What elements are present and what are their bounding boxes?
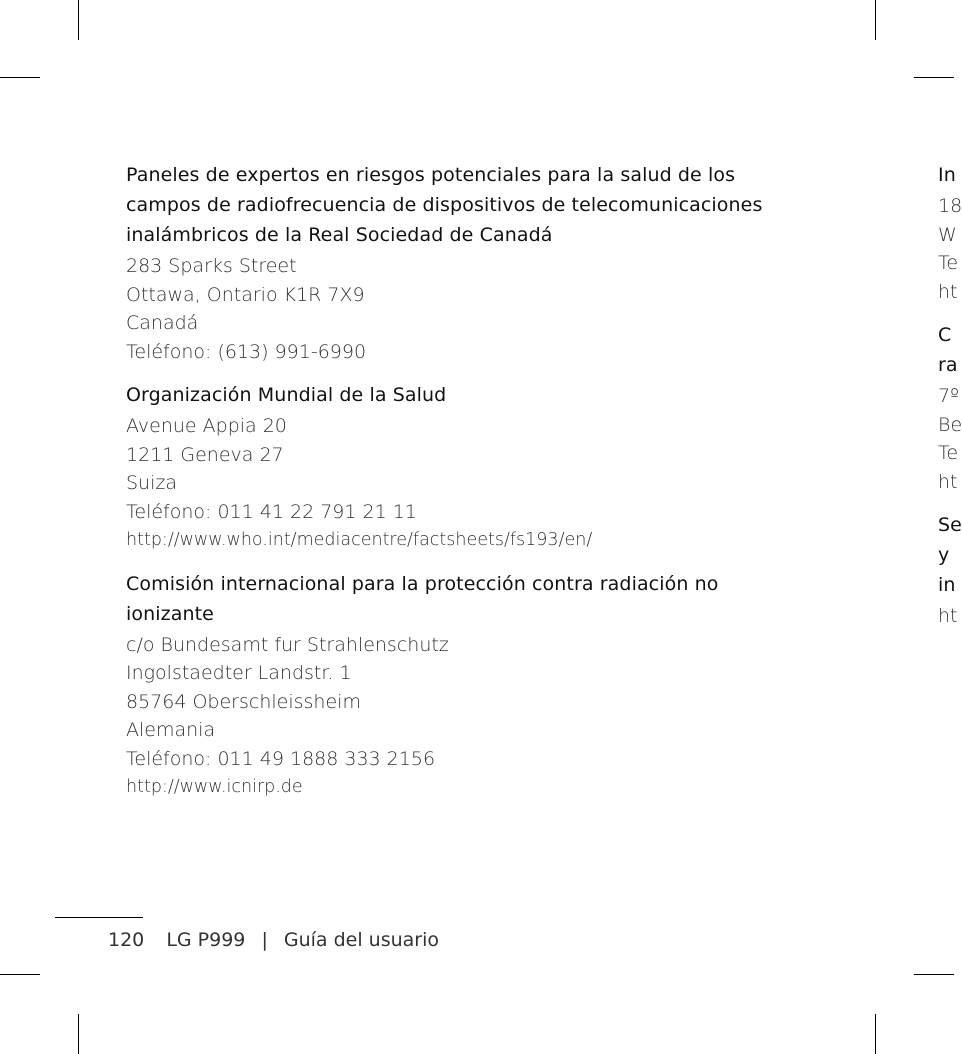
heading-line: C	[938, 324, 952, 346]
entry-heading	[938, 320, 958, 380]
address-line: 1211 Geneva 27	[126, 443, 284, 466]
page-footer	[108, 926, 439, 954]
entry-heading	[938, 510, 962, 600]
crop-mark-top-left	[78, 0, 79, 40]
entry-clipped-2	[938, 320, 962, 496]
url-link[interactable]: ht	[938, 280, 958, 303]
crop-mark-bottom-left	[78, 1014, 79, 1054]
heading-line: ionizante	[126, 602, 214, 625]
phone-line: Teléfono: (613) 991-6990	[126, 340, 367, 363]
heading-line: Comisión internacional para la protección contra radiación no	[126, 572, 719, 595]
url-link[interactable]: http://www.who.int/mediacentre/factsheets/fs193/en/	[126, 530, 593, 550]
entry-heading	[126, 380, 816, 410]
entry-heading	[126, 160, 816, 250]
url-link[interactable]: ht	[938, 470, 958, 493]
address-line: Suiza	[126, 472, 177, 494]
entry-address	[126, 252, 816, 366]
entry-clipped-1	[938, 160, 962, 306]
address-line: Be	[938, 413, 962, 436]
address-line: 7º	[938, 385, 960, 407]
entry-address	[126, 412, 816, 555]
address-line: Alemania	[126, 719, 216, 741]
page-number: 120	[108, 929, 145, 951]
crop-mark-bottom-right	[875, 1014, 876, 1054]
address-line: W	[938, 223, 957, 246]
address-line: Canadá	[126, 312, 199, 334]
entry-heading	[938, 160, 954, 190]
phone-line: Te	[938, 252, 959, 274]
footer-separator: |	[261, 929, 268, 951]
phone-line: Teléfono: 011 41 22 791 21 11	[126, 500, 417, 523]
phone-line: Te	[938, 442, 959, 464]
phone-line: Teléfono: 011 49 1888 333 2156	[126, 747, 436, 770]
crop-mark-top-right	[875, 0, 876, 40]
footer-rule	[55, 917, 143, 918]
heading-line: Se	[938, 514, 962, 536]
entry-address	[126, 631, 816, 802]
url-link[interactable]: http://www.icnirp.de	[126, 777, 303, 797]
crop-mark-left-bottom	[0, 974, 40, 975]
entry-who	[126, 380, 816, 555]
heading-line: Organización Mundial de la Salud	[126, 384, 447, 406]
entry-address	[938, 602, 958, 631]
heading-line: campos de radiofrecuencia de dispositivos de telecomunicaciones	[126, 194, 763, 216]
address-line: Avenue Appia 20	[126, 415, 287, 437]
address-line: 283 Sparks Street	[126, 255, 297, 277]
heading-line: Paneles de expertos en riesgos potenciales para la salud de los	[126, 164, 736, 186]
address-line: 18	[938, 195, 962, 217]
crop-mark-left-top	[0, 77, 40, 78]
heading-line: In	[938, 164, 956, 186]
crop-mark-right-bottom	[914, 974, 954, 975]
url-link[interactable]: ht	[938, 605, 958, 627]
address-line: 85764 Oberschleissheim	[126, 690, 361, 713]
heading-line: in	[938, 574, 956, 596]
entry-address	[938, 382, 962, 496]
entry-address	[938, 192, 962, 306]
crop-mark-right-top	[914, 77, 954, 78]
entry-royal-society-canada	[126, 160, 816, 366]
address-line: Ingolstaedter Landstr. 1	[126, 662, 352, 684]
heading-line: inalámbricos de la Real Sociedad de Canadá	[126, 224, 553, 246]
address-line: Ottawa, Ontario K1R 7X9	[126, 283, 365, 306]
heading-line: ra	[938, 354, 958, 376]
entry-heading	[126, 569, 816, 629]
address-line: c/o Bundesamt fur Strahlenschutz	[126, 633, 449, 656]
right-column-clipped	[938, 160, 962, 645]
entry-clipped-3	[938, 510, 962, 631]
product-name: LG P999	[166, 929, 246, 951]
entry-icnirp	[126, 569, 816, 802]
left-column	[126, 160, 816, 816]
guide-title: Guía del usuario	[283, 929, 440, 951]
heading-line: y	[938, 544, 950, 566]
